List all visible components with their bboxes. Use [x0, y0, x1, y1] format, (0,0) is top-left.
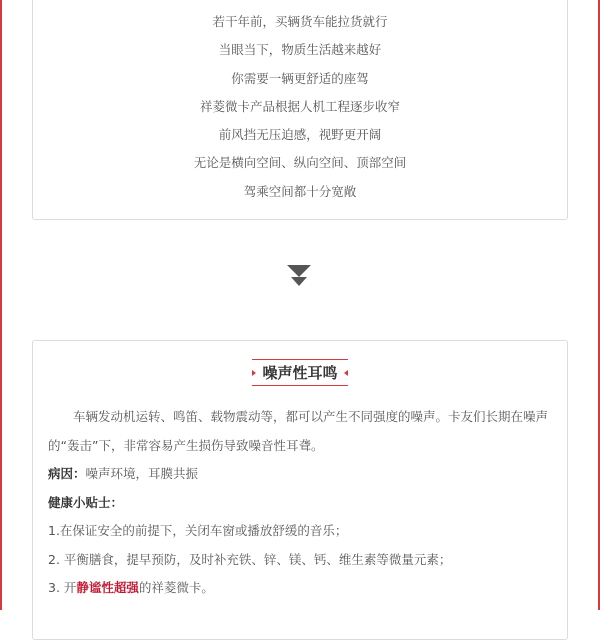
- cause-text: 噪声环境，耳膜共振: [85, 466, 199, 481]
- intro-lines: [33, 8, 567, 206]
- intro-card: [32, 0, 568, 220]
- intro-paragraph: 车辆发动机运转、鸣笛、载物震动等，都可以产生不同强度的噪声。卡友们长期在噪声的“轰击”下，非常容易产生损伤导致噪音性耳聋。: [48, 409, 549, 453]
- noise-tinnitus-card: [32, 340, 568, 640]
- title-left-marker: [252, 370, 256, 376]
- title-right-marker: [344, 370, 348, 376]
- section-title-wrap: [33, 359, 567, 386]
- left-border: [0, 0, 2, 610]
- intro-line: 祥菱微卡产品根据人机工程逐步收窄: [199, 98, 400, 114]
- tip3-highlight: 静谧性超强: [76, 580, 139, 595]
- tip3-suffix: 的祥菱微卡。: [138, 580, 214, 595]
- cause-line: [48, 460, 554, 489]
- tip-item: 2. 平衡膳食，提早预防，及时补充铁、锌、镁、钙、维生素等微量元素；: [48, 551, 452, 567]
- cause-label: 病因：: [48, 466, 86, 481]
- intro-line: 你需要一辆更舒适的座驾: [231, 70, 369, 86]
- section-title: [252, 359, 347, 386]
- intro-line: 若干年前，买辆货车能拉货就行: [212, 14, 388, 29]
- tip-item-3: [48, 574, 554, 603]
- intro-line: 驾乘空间都十分宽敞: [243, 183, 357, 199]
- intro-line: 无论是横向空间、纵向空间、顶部空间: [193, 155, 407, 171]
- section-body: [48, 403, 554, 603]
- section-title-text: 噪声性耳鸣: [262, 364, 338, 382]
- tip-item: 1.在保证安全的前提下，关闭车窗或播放舒缓的音乐；: [48, 523, 348, 538]
- intro-line: 前风挡无压迫感，视野更开阔: [218, 127, 382, 143]
- tips-heading: 健康小贴士：: [48, 494, 124, 510]
- tip3-prefix: 3. 开: [48, 580, 77, 595]
- intro-line: 当眼当下，物质生活越来越好: [218, 42, 382, 58]
- double-chevron-down-icon: [286, 264, 312, 288]
